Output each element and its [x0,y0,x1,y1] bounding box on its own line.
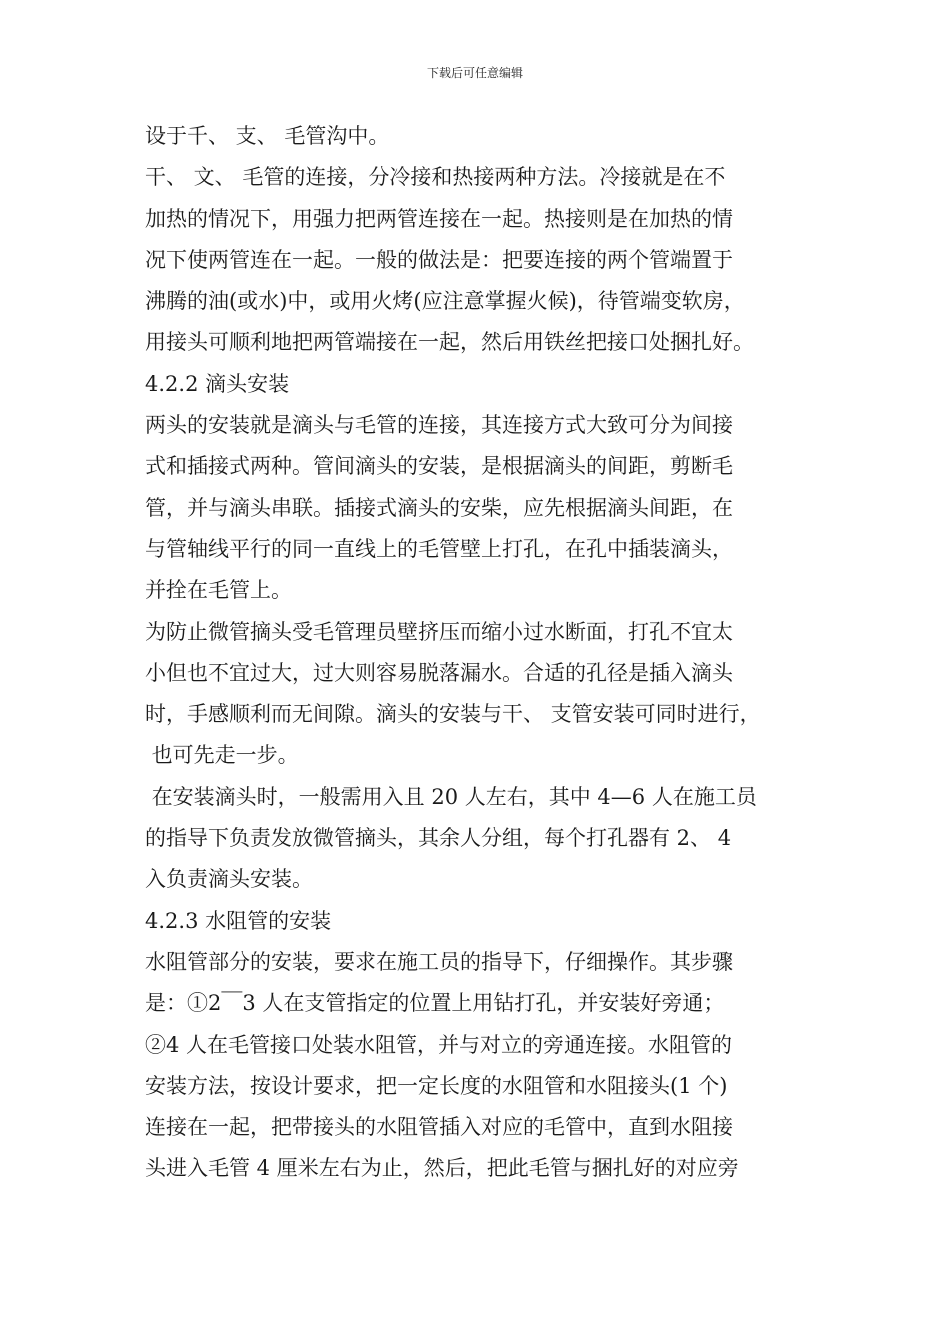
document-body [145,116,817,1190]
text-line: 头进入毛管 4 厘米左右为止，然后，把此毛管与捆扎好的对应旁 [145,1156,739,1181]
text-line: 安装方法，按设计要求，把一定长度的水阻管和水阻接头(1 个) [145,1073,728,1098]
text-line: 况下使两管连在一起。一般的做法是：把要连接的两个管端置于 [145,247,733,272]
text-line: 加热的情况下，用强力把两管连接在一起。热接则是在加热的情 [145,206,733,231]
text-line: 水阻管部分的安装，要求在施工员的指导下，仔细操作。其步骤 [145,949,733,974]
text-line: 沸腾的油(或水)中，或用火烤(应注意掌握火候)，待管端变软房， [145,289,745,314]
section-heading: 4.2.3 水阻管的安装 [145,908,332,933]
section-heading: 4.2.2 滴头安装 [145,371,290,396]
text-line: 连接在一起，把带接头的水阻管插入对应的毛管中，直到水阻接 [145,1115,733,1140]
text-line: 式和插接式两种。管间滴头的安装，是根据滴头的间距，剪断毛 [145,454,733,479]
text-line: 与管轴线平行的同一直线上的毛管壁上打孔，在孔中插装滴头， [145,536,733,561]
text-line: 也可先走一步。 [145,743,299,768]
text-line: 为防止微管摘头受毛管理员壁挤压而缩小过水断面，打孔不宜太 [145,619,733,644]
text-line: 设于千、 支、 毛管沟中。 [145,124,390,148]
text-line: 入负责滴头安装。 [145,867,313,892]
text-line: 两头的安装就是滴头与毛管的连接，其连接方式大致可分为间接 [145,413,733,438]
text-line: 是：①2￣3 人在支管指定的位置上用钻打孔，并安装好旁通； [145,991,725,1016]
text-line: 干、 文、 毛管的连接，分冷接和热接两种方法。冷接就是在不 [145,165,726,190]
page-header: 下载后可任意编辑 [426,66,523,80]
text-line: 管，并与滴头串联。插接式滴头的安柴，应先根据滴头间距，在 [145,495,733,520]
text-line: ②4 人在毛管接口处装水阻管，并与对立的旁通连接。水阻管的 [145,1032,733,1057]
text-line: 在安装滴头时，一般需用入且 20 人左右，其中 4—6 人在施工员 [145,784,757,809]
text-line: 用接头可顺利地把两管端接在一起，然后用铁丝把接口处捆扎好。 [145,330,754,355]
text-line: 的指导下负责发放微管摘头，其余人分组，每个打孔器有 2、 4 [145,826,732,851]
text-line: 并拴在毛管上。 [145,578,292,603]
text-line: 时，手感顺利而无间隙。滴头的安装与干、 支管安装可同时进行， [145,702,761,727]
text-line: 小但也不宜过大，过大则容易脱落漏水。合适的孔径是插入滴头 [145,660,733,685]
